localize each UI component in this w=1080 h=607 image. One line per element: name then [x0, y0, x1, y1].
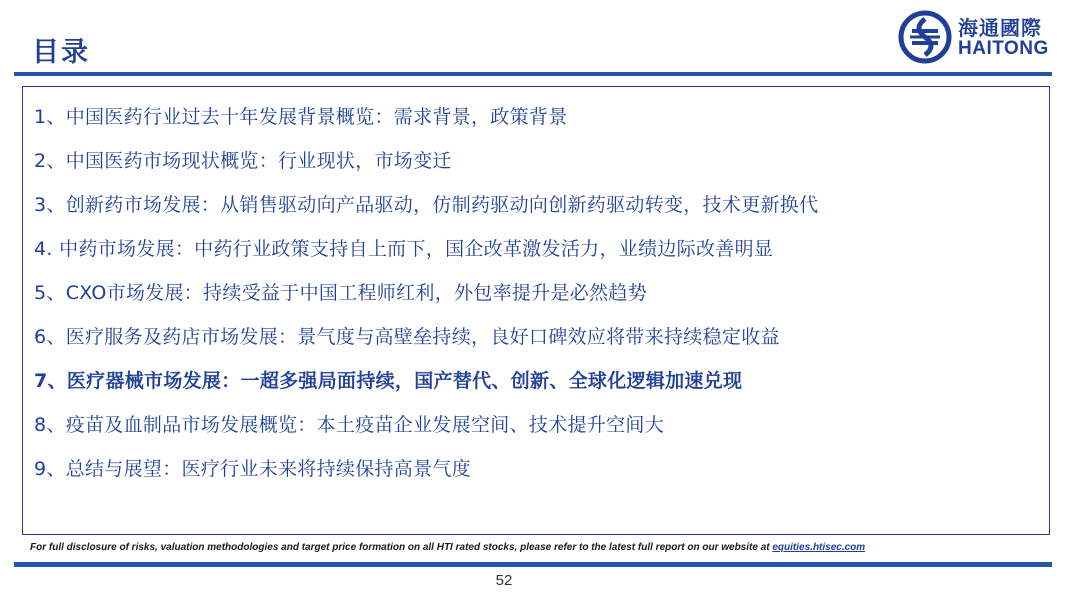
- page-number: 52: [495, 572, 513, 589]
- header-divider: [14, 72, 1052, 76]
- toc-item: 1、中国医药行业过去十年发展背景概览：需求背景，政策背景: [34, 106, 568, 128]
- haitong-logo: [898, 8, 1060, 66]
- toc-item: 3、创新药市场发展：从销售驱动向产品驱动，仿制药驱动向创新药驱动转变，技术更新换代: [34, 194, 819, 216]
- toc-item: 7、医疗器械市场发展：一超多强局面持续，国产替代、创新、全球化逻辑加速兑现: [34, 370, 743, 392]
- toc-item: 8、疫苗及血制品市场发展概览：本土疫苗企业发展空间、技术提升空间大: [34, 414, 664, 436]
- toc-item: 5、CXO市场发展：持续受益于中国工程师红利，外包率提升是必然趋势: [34, 282, 648, 304]
- toc-panel: [22, 86, 1050, 535]
- disclaimer-text: For full disclosure of risks, valuation methodologies and target price formation on all HTI rated stocks, please refer to the latest full report on our website at: [30, 542, 773, 553]
- footer-divider: [14, 562, 1052, 567]
- logo-english-text: HAITONG: [958, 38, 1049, 59]
- logo-chinese-text: 海通國際: [958, 16, 1042, 40]
- toc-item: 9、总结与展望：医疗行业未来将持续保持高景气度: [34, 458, 471, 480]
- page-title: 目录: [32, 37, 90, 68]
- disclaimer: [30, 542, 865, 553]
- toc-item: 6、医疗服务及药店市场发展：景气度与高壁垒持续，良好口碑效应将带来持续稳定收益: [34, 326, 780, 348]
- toc-item: 4. 中药市场发展：中药行业政策支持自上而下，国企改革激发活力，业绩边际改善明显: [34, 238, 774, 260]
- toc-list: [34, 95, 818, 491]
- haitong-logo-icon: [898, 10, 952, 64]
- website-link[interactable]: equities.htisec.com: [772, 542, 866, 553]
- toc-item: 2、中国医药市场现状概览：行业现状，市场变迁: [34, 150, 452, 172]
